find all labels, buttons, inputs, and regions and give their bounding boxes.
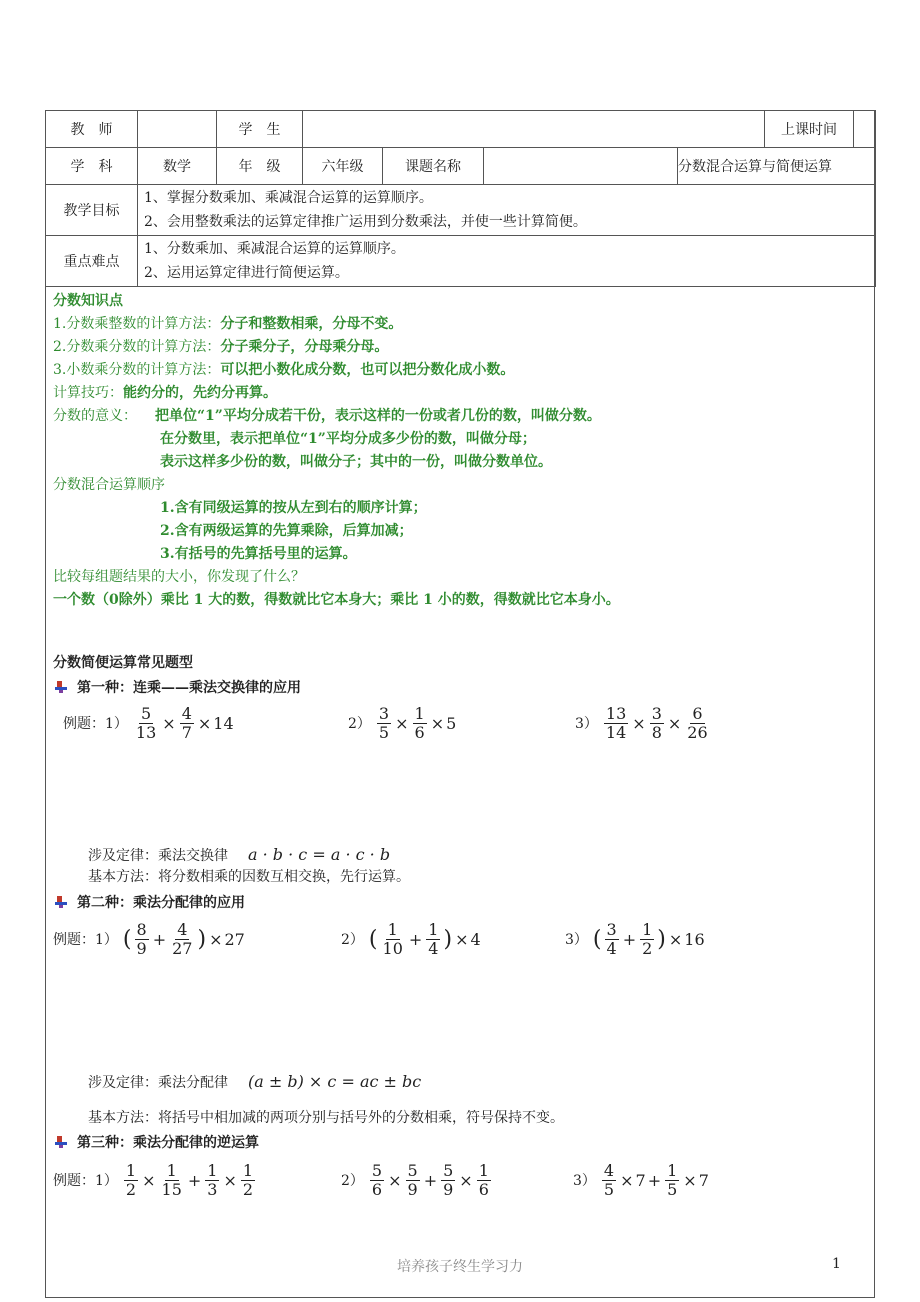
law-label: 涉及定律：乘法分配律 xyxy=(88,1075,228,1091)
goal-line: 2、会用整数乘法的运算定律推广运用到分数乘法，并使一些计算简便。 xyxy=(144,214,587,230)
key-points-cell xyxy=(138,236,876,287)
fraction: $\frac{6}{26}$ xyxy=(687,703,708,742)
example-label: 2） xyxy=(341,932,364,948)
fraction: $\frac{3}{4}$ xyxy=(606,919,617,958)
fraction: $\frac{4}{7}$ xyxy=(181,703,192,742)
knowledge-item-text: 能约分的，先约分再算。 xyxy=(123,385,277,401)
example-label: 3） xyxy=(575,716,598,732)
type1-examples xyxy=(53,698,868,748)
knowledge-item-text: 可以把小数化成分数，也可以把分数化成小数。 xyxy=(220,362,515,378)
example-label: 3） xyxy=(565,932,588,948)
law-formula: a · b · c = a · c · b xyxy=(248,845,391,864)
key-point-line: 2、运用运算定律进行简便运算。 xyxy=(144,265,349,281)
type1-notes xyxy=(53,843,903,889)
knowledge-item-prefix: 1.分数乘整数的计算方法： xyxy=(53,316,221,332)
type3-example-1: 例题：1） $\frac{1}{2}$ × $\frac{1}{15}$ + $\frac{1}{3}$ × $\frac{1}{2}$ xyxy=(53,1160,254,1199)
compare-question: 比较每组题结果的大小，你发现了什么？ xyxy=(53,569,305,585)
knowledge-item-text: 分子和整数相乘，分母不变。 xyxy=(220,316,403,332)
type2-method-row xyxy=(53,1107,903,1130)
integer: 7 xyxy=(635,1170,646,1190)
meaning-line xyxy=(53,405,868,428)
key-point-line: 1、分数乘加、乘减混合运算的运算顺序。 xyxy=(144,241,405,257)
fraction: $\frac{1}{6}$ xyxy=(414,703,425,742)
footer-slogan: 培养孩子终生学习力 xyxy=(397,1259,523,1275)
type2-examples xyxy=(53,914,868,964)
bullet-icon xyxy=(55,1136,67,1148)
bullet-icon xyxy=(55,896,67,908)
fraction: $\frac{1}{2}$ xyxy=(642,919,653,958)
example-label: 3） xyxy=(573,1173,596,1189)
type1-heading xyxy=(53,676,868,698)
fraction: $\frac{1}{2}$ xyxy=(242,1160,254,1199)
type2-example-1: 例题：1） ( $\frac{8}{9}$ + $\frac{4}{27}$ ) × 27 xyxy=(53,919,245,958)
time-label xyxy=(765,111,876,148)
type2-heading-row xyxy=(53,891,868,913)
order-line: 2.含有两级运算的先算乘除，后算加减； xyxy=(160,523,413,539)
fraction: $\frac{1}{3}$ xyxy=(207,1160,218,1199)
topic-label-cell xyxy=(383,148,678,185)
type3-examples xyxy=(53,1155,868,1205)
example-label: 例题：1） xyxy=(63,716,128,732)
knowledge-item xyxy=(53,336,868,359)
page-number: 1 xyxy=(832,1256,841,1272)
topic-value: 分数混合运算与简便运算 xyxy=(678,148,876,185)
law-formula: (a ± b) × c = ac ± bc xyxy=(248,1072,422,1091)
knowledge-item-text: 分子乘分子，分母乘分母。 xyxy=(220,339,389,355)
integer: 5 xyxy=(446,713,457,733)
fraction: $\frac{13}{14}$ xyxy=(605,703,627,742)
law-label: 涉及定律：乘法交换律 xyxy=(88,848,228,864)
lesson-header-table xyxy=(45,110,876,287)
simplify-section xyxy=(53,652,868,675)
subject-label: 学 科 xyxy=(46,148,138,185)
type3-heading-row xyxy=(53,1131,868,1153)
type3-example-3: 3） $\frac{4}{5}$ × 7 + $\frac{1}{5}$ × 7 xyxy=(573,1160,709,1199)
integer: 27 xyxy=(224,929,245,949)
knowledge-section xyxy=(53,290,868,612)
knowledge-item xyxy=(53,359,868,382)
knowledge-item xyxy=(53,382,868,405)
fraction: $\frac{8}{9}$ xyxy=(136,919,147,958)
type3-example-2: 2） $\frac{5}{6}$ × $\frac{5}{9}$ + $\frac{5}{9}$ × $\frac{1}{6}$ xyxy=(341,1160,489,1199)
meaning-prefix: 分数的意义： xyxy=(53,408,137,424)
integer: 4 xyxy=(470,929,481,949)
fraction: $\frac{3}{8}$ xyxy=(651,703,662,742)
fraction: $\frac{4}{5}$ xyxy=(603,1160,615,1199)
type2-heading-text: 第二种：乘法分配律的应用 xyxy=(77,895,245,911)
integer: 7 xyxy=(698,1170,709,1190)
integer: 16 xyxy=(684,929,705,949)
fraction: $\frac{1}{15}$ xyxy=(161,1160,182,1199)
example-label: 例题：1） xyxy=(53,1173,118,1189)
subject-value: 数学 xyxy=(138,148,217,185)
fraction: $\frac{5}{9}$ xyxy=(443,1160,454,1199)
goals-cell xyxy=(138,185,876,236)
fraction: $\frac{5}{6}$ xyxy=(371,1160,383,1199)
grade-label: 年 级 xyxy=(217,148,303,185)
grade-value: 六年级 xyxy=(303,148,383,185)
fraction: $\frac{5}{13}$ xyxy=(135,703,157,742)
simplify-title: 分数简便运算常见题型 xyxy=(53,655,193,671)
meaning-line: 表示这样多少份的数，叫做分子；其中的一份，叫做分数单位。 xyxy=(160,454,552,470)
integer: 14 xyxy=(213,713,234,733)
fraction: $\frac{1}{10}$ xyxy=(382,919,403,958)
bullet-icon xyxy=(55,681,67,693)
fraction: $\frac{3}{5}$ xyxy=(378,703,390,742)
type1-example-1: 例题：1） $\frac{5}{13}$ × $\frac{4}{7}$ × 14 xyxy=(63,703,234,742)
fraction: $\frac{1}{6}$ xyxy=(478,1160,489,1199)
knowledge-item-prefix: 计算技巧： xyxy=(53,385,123,401)
meaning-line: 在分数里，表示把单位“1”平均分成多少份的数，叫做分母； xyxy=(160,431,536,447)
type1-example-2: 2） $\frac{3}{5}$ × $\frac{1}{6}$ × 5 xyxy=(348,703,457,742)
order-line: 1.含有同级运算的按从左到右的顺序计算； xyxy=(160,500,427,516)
knowledge-title: 分数知识点 xyxy=(53,293,123,309)
goals-label: 教学目标 xyxy=(46,185,138,236)
order-line: 3.有括号的先算括号里的运算。 xyxy=(160,546,357,562)
meaning-text: 把单位“1”平均分成若干份，表示这样的一份或者几份的数，叫做分数。 xyxy=(155,408,601,424)
goal-line: 1、掌握分数乘加、乘减混合运算的运算顺序。 xyxy=(144,190,433,206)
compare-answer: 一个数（0除外）乘比 1 大的数，得数就比它本身大；乘比 1 小的数，得数就比它本身小。 xyxy=(53,592,620,608)
type1-law xyxy=(88,843,903,866)
teacher-label: 教 师 xyxy=(46,111,138,148)
type2-method: 基本方法：将括号中相加减的两项分别与括号外的分数相乘，符号保持不变。 xyxy=(88,1110,564,1126)
key-points-label: 重点难点 xyxy=(46,236,138,287)
fraction: $\frac{5}{9}$ xyxy=(407,1160,418,1199)
example-label: 例题：1） xyxy=(53,932,118,948)
type2-law-row xyxy=(53,1070,903,1093)
example-label: 2） xyxy=(341,1173,364,1189)
knowledge-item-prefix: 3.小数乘分数的计算方法： xyxy=(53,362,221,378)
example-label: 2） xyxy=(348,716,371,732)
type2-example-2: 2） ( $\frac{1}{10}$ + $\frac{1}{4}$ ) × 4 xyxy=(341,919,481,958)
fraction: $\frac{1}{4}$ xyxy=(428,919,439,958)
fraction: $\frac{1}{2}$ xyxy=(125,1160,137,1199)
type1-heading-row xyxy=(53,676,868,698)
fraction: $\frac{4}{27}$ xyxy=(172,919,193,958)
student-label: 学 生 xyxy=(217,111,303,148)
order-title: 分数混合运算顺序 xyxy=(53,477,165,493)
type2-example-3: 3） ( $\frac{3}{4}$ + $\frac{1}{2}$ ) × 16 xyxy=(565,919,705,958)
type3-heading xyxy=(53,1131,868,1153)
type2-heading xyxy=(53,891,868,913)
type1-example-3: 3） $\frac{13}{14}$ × $\frac{3}{8}$ × $\frac{6}{26}$ xyxy=(575,703,708,742)
topic-label: 课题名称 xyxy=(383,148,484,184)
type1-method: 基本方法：将分数相乘的因数互相交换，先行运算。 xyxy=(88,869,410,885)
fraction: $\frac{1}{5}$ xyxy=(667,1160,678,1199)
knowledge-item-prefix: 2.分数乘分数的计算方法： xyxy=(53,339,221,355)
type2-law xyxy=(88,1070,903,1093)
type1-heading-text: 第一种：连乘——乘法交换律的应用 xyxy=(77,680,301,696)
type3-heading-text: 第三种：乘法分配律的逆运算 xyxy=(77,1135,259,1151)
student-value xyxy=(303,111,765,148)
knowledge-item xyxy=(53,313,868,336)
time-label-text: 上课时间 xyxy=(765,111,854,147)
teacher-value xyxy=(138,111,217,148)
